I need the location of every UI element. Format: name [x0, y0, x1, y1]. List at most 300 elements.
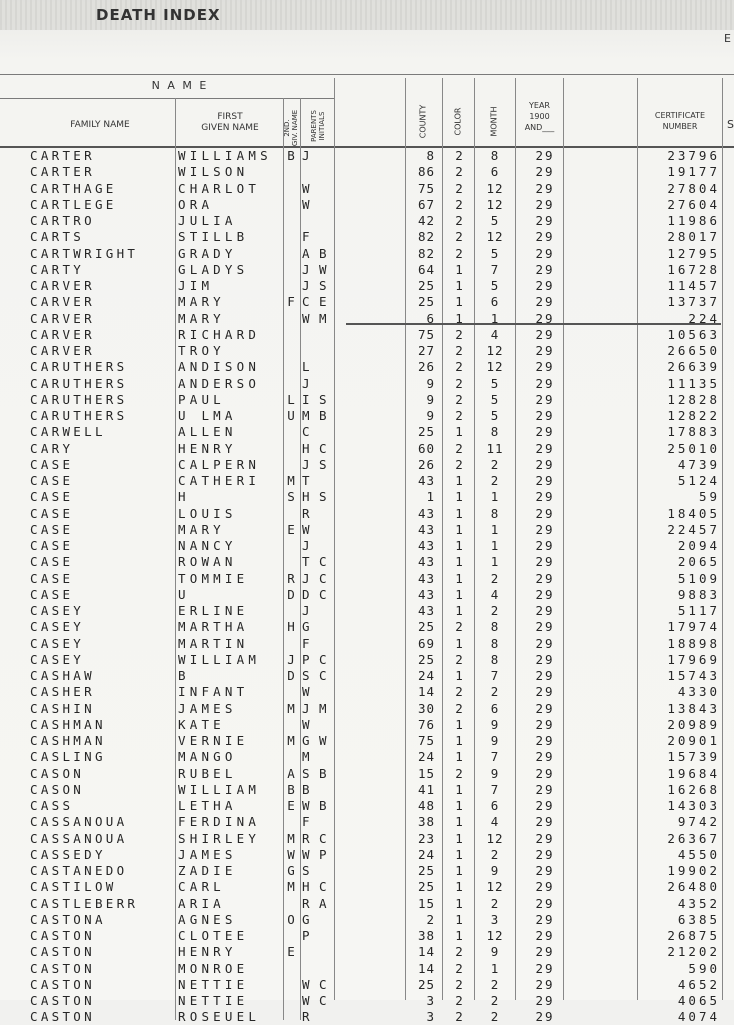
year-cell: 29	[535, 326, 555, 342]
second-initial-cell: J	[287, 651, 295, 667]
second-initial-cell: L	[287, 391, 295, 407]
second-initial-cell: A	[287, 765, 295, 781]
month-cell: 1	[490, 310, 500, 326]
family-name-cell: CARWELL	[30, 424, 106, 440]
color-cell: 2	[455, 765, 463, 781]
family-name-cell: CARUTHERS	[30, 359, 128, 375]
second-initial-cell: O	[287, 911, 295, 927]
table-row	[0, 782, 734, 798]
given-name-cell: JAMES	[178, 700, 237, 716]
given-name-cell: FERDINA	[178, 814, 261, 830]
color-cell: 1	[455, 489, 463, 505]
family-name-cell: CARTY	[30, 261, 85, 277]
given-name-cell: LETHA	[178, 798, 237, 813]
table-row	[0, 766, 734, 782]
given-name-cell: VERNIE	[178, 733, 249, 748]
table-row	[0, 457, 734, 473]
given-name-cell: KATE	[178, 716, 225, 732]
parents-initials-cell: J C	[302, 570, 328, 586]
month-cell: 2	[490, 976, 500, 992]
month-cell: 8	[490, 635, 500, 651]
family-name-cell: CASTANEDO	[30, 863, 128, 878]
certificate-cell: 590	[688, 960, 720, 976]
family-name-cell: CASHAW	[30, 668, 95, 683]
family-name-cell: CARVER	[30, 278, 95, 293]
parents-initials-cell: J W	[302, 261, 328, 277]
year-cell: 29	[535, 538, 555, 553]
county-cell: 24	[417, 749, 435, 765]
given-name-cell: LOUIS	[178, 505, 237, 521]
given-name-cell: SHIRLEY	[178, 830, 261, 846]
county-cell: 3	[426, 993, 435, 1008]
year-cell: 29	[535, 489, 555, 505]
family-name-cell: CARVER	[30, 343, 95, 358]
month-cell: 12	[486, 180, 504, 196]
given-name-cell: NANCY	[178, 538, 237, 553]
given-name-cell: JULIA	[178, 213, 237, 228]
color-cell: 1	[455, 570, 463, 586]
color-cell: 2	[455, 229, 463, 245]
year-cell: 29	[535, 668, 555, 683]
year-cell: 29	[535, 424, 555, 440]
family-name-cell: CARTER	[30, 164, 95, 180]
county-cell: 75	[417, 326, 435, 342]
family-name-cell: CASE	[30, 538, 74, 553]
certificate-cell: 13843	[667, 700, 720, 716]
month-cell: 5	[490, 391, 500, 407]
month-cell: 1	[490, 521, 500, 537]
given-name-cell: WILLIAM	[178, 781, 261, 797]
parents-initials-cell: P	[302, 928, 311, 943]
color-cell: 2	[455, 213, 463, 228]
month-cell: 2	[490, 456, 500, 472]
second-initial-cell: D	[287, 668, 295, 683]
month-cell: 6	[490, 294, 500, 310]
color-cell: 2	[455, 684, 463, 700]
table-row	[0, 733, 734, 749]
county-cell: 23	[417, 830, 435, 846]
year-cell: 29	[535, 245, 555, 261]
color-cell: 1	[455, 781, 463, 797]
year-cell: 29	[535, 473, 555, 488]
county-cell: 3	[426, 1009, 435, 1025]
year-cell: 29	[535, 229, 555, 245]
given-name-cell: NETTIE	[178, 993, 249, 1008]
county-cell: 1	[426, 489, 435, 505]
certificate-cell: 10563	[667, 326, 720, 342]
certificate-cell: 9883	[677, 586, 720, 602]
second-initial-cell: G	[287, 863, 295, 878]
county-cell: 26	[417, 456, 435, 472]
given-name-cell: PAUL	[178, 391, 225, 407]
family-name-cell: CASTLEBERR	[30, 895, 139, 911]
family-name-cell: CARTRO	[30, 213, 95, 228]
month-cell: 9	[490, 944, 500, 960]
color-cell: 1	[455, 830, 463, 846]
family-name-cell: CARTER	[30, 148, 95, 163]
parents-initials-cell: F	[302, 229, 311, 245]
family-name-cell: CASEY	[30, 619, 85, 635]
family-name-cell: CASHMAN	[30, 716, 106, 732]
color-cell: 1	[455, 814, 463, 830]
second-initial-cell: M	[287, 733, 295, 748]
color-cell: 2	[455, 619, 463, 635]
table-row	[0, 392, 734, 408]
given-name-cell: MARTHA	[178, 619, 249, 635]
parents-initials-cell: F	[302, 814, 311, 830]
table-row	[0, 489, 734, 505]
family-name-cell: CASE	[30, 489, 74, 505]
county-cell: 9	[426, 375, 435, 391]
family-name-cell: CASSANOUA	[30, 814, 128, 830]
given-name-cell: GLADYS	[178, 261, 249, 277]
certificate-cell: 16728	[667, 261, 720, 277]
certificate-cell: 26639	[667, 359, 720, 375]
year-cell: 29	[535, 521, 555, 537]
given-name-cell: U	[178, 586, 190, 602]
color-cell: 1	[455, 538, 463, 553]
month-cell: 7	[490, 668, 500, 683]
certificate-cell: 27604	[667, 196, 720, 212]
color-cell: 2	[455, 408, 463, 423]
certificate-cell: 9742	[677, 814, 720, 830]
given-name-cell: HENRY	[178, 440, 237, 456]
color-cell: 2	[455, 960, 463, 976]
second-initial-cell: U	[287, 408, 295, 423]
year-cell: 29	[535, 570, 555, 586]
month-cell: 8	[490, 505, 500, 521]
table-row	[0, 879, 734, 895]
family-name-cell: CARUTHERS	[30, 375, 128, 391]
table-row	[0, 359, 734, 375]
color-cell: 1	[455, 521, 463, 537]
parents-initials-cell: G W	[302, 733, 328, 748]
parents-initials-cell: B	[302, 781, 311, 797]
color-cell: 1	[455, 505, 463, 521]
parents-initials-cell: J	[302, 603, 311, 618]
family-name-cell: CARTHAGE	[30, 180, 117, 196]
color-cell: 1	[455, 749, 463, 765]
year-cell: 29	[535, 196, 555, 212]
table-row	[0, 343, 734, 359]
parents-initials-cell: W P	[302, 846, 328, 862]
certificate-cell: 17974	[667, 619, 720, 635]
county-cell: 41	[417, 781, 435, 797]
certificate-cell: 2065	[677, 554, 720, 570]
month-cell: 2	[490, 684, 500, 700]
table-row	[0, 912, 734, 928]
parents-initials-cell: H C	[302, 440, 328, 456]
year-cell: 29	[535, 375, 555, 391]
family-name-cell: CASEY	[30, 635, 85, 651]
family-name-cell: CASTON	[30, 960, 95, 976]
certificate-cell: 6385	[677, 911, 720, 927]
certificate-cell: 12795	[667, 245, 720, 261]
parents-initials-cell: R A	[302, 895, 328, 911]
color-cell: 1	[455, 733, 463, 748]
certificate-cell: 4352	[677, 895, 720, 911]
given-name-cell: CLOTEE	[178, 928, 249, 943]
county-cell: 9	[426, 391, 435, 407]
certificate-cell: 26650	[667, 343, 720, 358]
family-name-cell: CASHER	[30, 684, 95, 700]
family-name-cell: CASSEDY	[30, 846, 106, 862]
family-name-cell: CASE	[30, 554, 74, 570]
table-row	[0, 587, 734, 603]
family-name-cell: CASTON	[30, 928, 95, 943]
county-cell: 25	[417, 294, 435, 310]
month-cell: 9	[490, 716, 500, 732]
county-cell: 42	[417, 213, 435, 228]
table-row	[0, 684, 734, 700]
parents-initials-cell: J	[302, 375, 311, 391]
color-cell: 1	[455, 846, 463, 862]
month-cell: 5	[490, 278, 500, 293]
color-cell: 2	[455, 1009, 463, 1025]
certificate-cell: 26480	[667, 879, 720, 895]
given-name-cell: MARY	[178, 294, 225, 310]
header-color: COLOR	[453, 107, 463, 136]
county-cell: 43	[417, 505, 435, 521]
color-cell: 2	[455, 993, 463, 1008]
given-name-cell: ZADIE	[178, 863, 237, 878]
table-row	[0, 522, 734, 538]
year-cell: 29	[535, 635, 555, 651]
given-name-cell: MARTIN	[178, 635, 249, 651]
county-cell: 86	[417, 164, 435, 180]
certificate-cell: 4739	[677, 456, 720, 472]
table-row	[0, 619, 734, 635]
year-cell: 29	[535, 213, 555, 228]
parents-initials-cell: W B	[302, 798, 328, 813]
table-row	[0, 928, 734, 944]
year-cell: 29	[535, 749, 555, 765]
given-name-cell: JAMES	[178, 846, 237, 862]
table-row	[0, 554, 734, 570]
table-row	[0, 181, 734, 197]
color-cell: 1	[455, 278, 463, 293]
family-name-cell: CASON	[30, 781, 85, 797]
given-name-cell: ANDERSO	[178, 375, 261, 391]
table-row	[0, 376, 734, 392]
table-row	[0, 506, 734, 522]
county-cell: 25	[417, 863, 435, 878]
table-row	[0, 847, 734, 863]
family-name-cell: CARVER	[30, 310, 95, 326]
color-cell: 1	[455, 928, 463, 943]
table-row	[0, 814, 734, 830]
color-cell: 2	[455, 456, 463, 472]
given-name-cell: WILLIAMS	[178, 148, 272, 163]
certificate-cell: 17883	[667, 424, 720, 440]
given-name-cell: H	[178, 489, 190, 505]
table-row	[0, 749, 734, 765]
month-cell: 7	[490, 749, 500, 765]
table-row	[0, 262, 734, 278]
parents-initials-cell: W	[302, 521, 311, 537]
second-initial-cell: R	[287, 570, 295, 586]
certificate-cell: 5109	[677, 570, 720, 586]
second-initial-cell: W	[287, 846, 295, 862]
year-cell: 29	[535, 1009, 555, 1025]
parents-initials-cell: J S	[302, 278, 328, 293]
header-year: YEAR 1900 AND___	[524, 101, 555, 132]
edge-letter-s: S	[727, 118, 734, 131]
certificate-cell: 5124	[677, 473, 720, 488]
color-cell: 1	[455, 310, 463, 326]
certificate-cell: 15739	[667, 749, 720, 765]
certificate-cell: 18405	[667, 505, 720, 521]
month-cell: 2	[490, 846, 500, 862]
year-cell: 29	[535, 343, 555, 358]
month-cell: 12	[486, 359, 504, 375]
family-name-cell: CASLING	[30, 749, 106, 765]
parents-initials-cell: R	[302, 1009, 311, 1025]
table-row	[0, 197, 734, 213]
county-cell: 25	[417, 651, 435, 667]
given-name-cell: STILLB	[178, 229, 249, 245]
parents-initials-cell: F	[302, 635, 311, 651]
year-cell: 29	[535, 684, 555, 700]
month-cell: 12	[486, 229, 504, 245]
family-name-cell: CARVER	[30, 326, 95, 342]
county-cell: 25	[417, 879, 435, 895]
county-cell: 24	[417, 846, 435, 862]
county-cell: 15	[417, 765, 435, 781]
header-first-given-name: FIRST GIVEN NAME	[201, 112, 259, 133]
color-cell: 1	[455, 716, 463, 732]
year-cell: 29	[535, 261, 555, 277]
second-initial-cell: H	[287, 619, 295, 635]
parents-initials-cell: T	[302, 473, 311, 488]
year-cell: 29	[535, 863, 555, 878]
family-name-cell: CASHMAN	[30, 733, 106, 748]
color-cell: 1	[455, 863, 463, 878]
family-name-cell: CASTILOW	[30, 879, 117, 895]
parents-initials-cell: W M	[302, 310, 328, 326]
month-cell: 12	[486, 196, 504, 212]
year-cell: 29	[535, 879, 555, 895]
year-cell: 29	[535, 505, 555, 521]
year-cell: 29	[535, 310, 555, 326]
year-cell: 29	[535, 278, 555, 293]
second-initial-cell: M	[287, 830, 295, 846]
given-name-cell: TROY	[178, 343, 225, 358]
given-name-cell: ROSEUEL	[178, 1009, 261, 1025]
header-name-group: N A M E	[151, 79, 209, 92]
year-cell: 29	[535, 391, 555, 407]
county-cell: 2	[426, 911, 435, 927]
table-row	[0, 327, 734, 343]
year-cell: 29	[535, 830, 555, 846]
parents-initials-cell: T C	[302, 554, 328, 570]
given-name-cell: MANGO	[178, 749, 237, 765]
family-name-cell: CARUTHERS	[30, 408, 128, 423]
year-cell: 29	[535, 733, 555, 748]
certificate-cell: 59	[698, 489, 720, 505]
second-initial-cell: F	[287, 294, 295, 310]
county-cell: 15	[417, 895, 435, 911]
month-cell: 12	[486, 928, 504, 943]
second-initial-cell: M	[287, 473, 295, 488]
parents-initials-cell: R C	[302, 830, 328, 846]
second-initial-cell: B	[287, 148, 295, 163]
table-row	[0, 1009, 734, 1025]
table-row	[0, 701, 734, 717]
year-cell: 29	[535, 911, 555, 927]
month-cell: 5	[490, 245, 500, 261]
year-cell: 29	[535, 440, 555, 456]
table-row	[0, 148, 734, 164]
month-cell: 4	[490, 326, 500, 342]
month-cell: 12	[486, 343, 504, 358]
county-cell: 30	[417, 700, 435, 716]
table-row	[0, 977, 734, 993]
table-row	[0, 944, 734, 960]
year-cell: 29	[535, 651, 555, 667]
table-row	[0, 961, 734, 977]
certificate-cell: 22457	[667, 521, 720, 537]
color-cell: 2	[455, 180, 463, 196]
header-second-given-name: 2ND. GIV. NAME	[283, 109, 299, 147]
given-name-cell: INFANT	[178, 684, 249, 700]
month-cell: 1	[490, 489, 500, 505]
month-cell: 7	[490, 261, 500, 277]
month-cell: 4	[490, 814, 500, 830]
year-cell: 29	[535, 148, 555, 163]
certificate-cell: 17969	[667, 651, 720, 667]
family-name-cell: CASTON	[30, 944, 95, 960]
color-cell: 2	[455, 326, 463, 342]
month-cell: 6	[490, 700, 500, 716]
color-cell: 1	[455, 911, 463, 927]
county-cell: 67	[417, 196, 435, 212]
color-cell: 1	[455, 424, 463, 440]
family-name-cell: CASTON	[30, 1009, 95, 1025]
parents-initials-cell: G	[302, 911, 311, 927]
county-cell: 48	[417, 798, 435, 813]
county-cell: 76	[417, 716, 435, 732]
certificate-cell: 5117	[677, 603, 720, 618]
certificate-cell: 28017	[667, 229, 720, 245]
certificate-cell: 19177	[667, 164, 720, 180]
color-cell: 2	[455, 391, 463, 407]
table-row	[0, 473, 734, 489]
year-cell: 29	[535, 814, 555, 830]
county-cell: 82	[417, 229, 435, 245]
given-name-cell: ANDISON	[178, 359, 261, 375]
color-cell: 2	[455, 976, 463, 992]
parents-initials-cell: W C	[302, 993, 328, 1008]
certificate-cell: 19684	[667, 765, 720, 781]
given-name-cell: GRADY	[178, 245, 237, 261]
color-cell: 2	[455, 148, 463, 163]
second-initial-cell: E	[287, 798, 295, 813]
given-name-cell: B	[178, 668, 190, 683]
certificate-cell: 20901	[667, 733, 720, 748]
table-row	[0, 571, 734, 587]
certificate-cell: 4065	[677, 993, 720, 1008]
family-name-cell: CARTWRIGHT	[30, 245, 139, 261]
year-cell: 29	[535, 408, 555, 423]
given-name-cell: CATHERI	[178, 473, 261, 488]
certificate-cell: 16268	[667, 781, 720, 797]
family-name-cell: CARTLEGE	[30, 196, 117, 212]
table-row	[0, 408, 734, 424]
table-row	[0, 311, 734, 327]
family-name-cell: CASE	[30, 570, 74, 586]
color-cell: 2	[455, 700, 463, 716]
